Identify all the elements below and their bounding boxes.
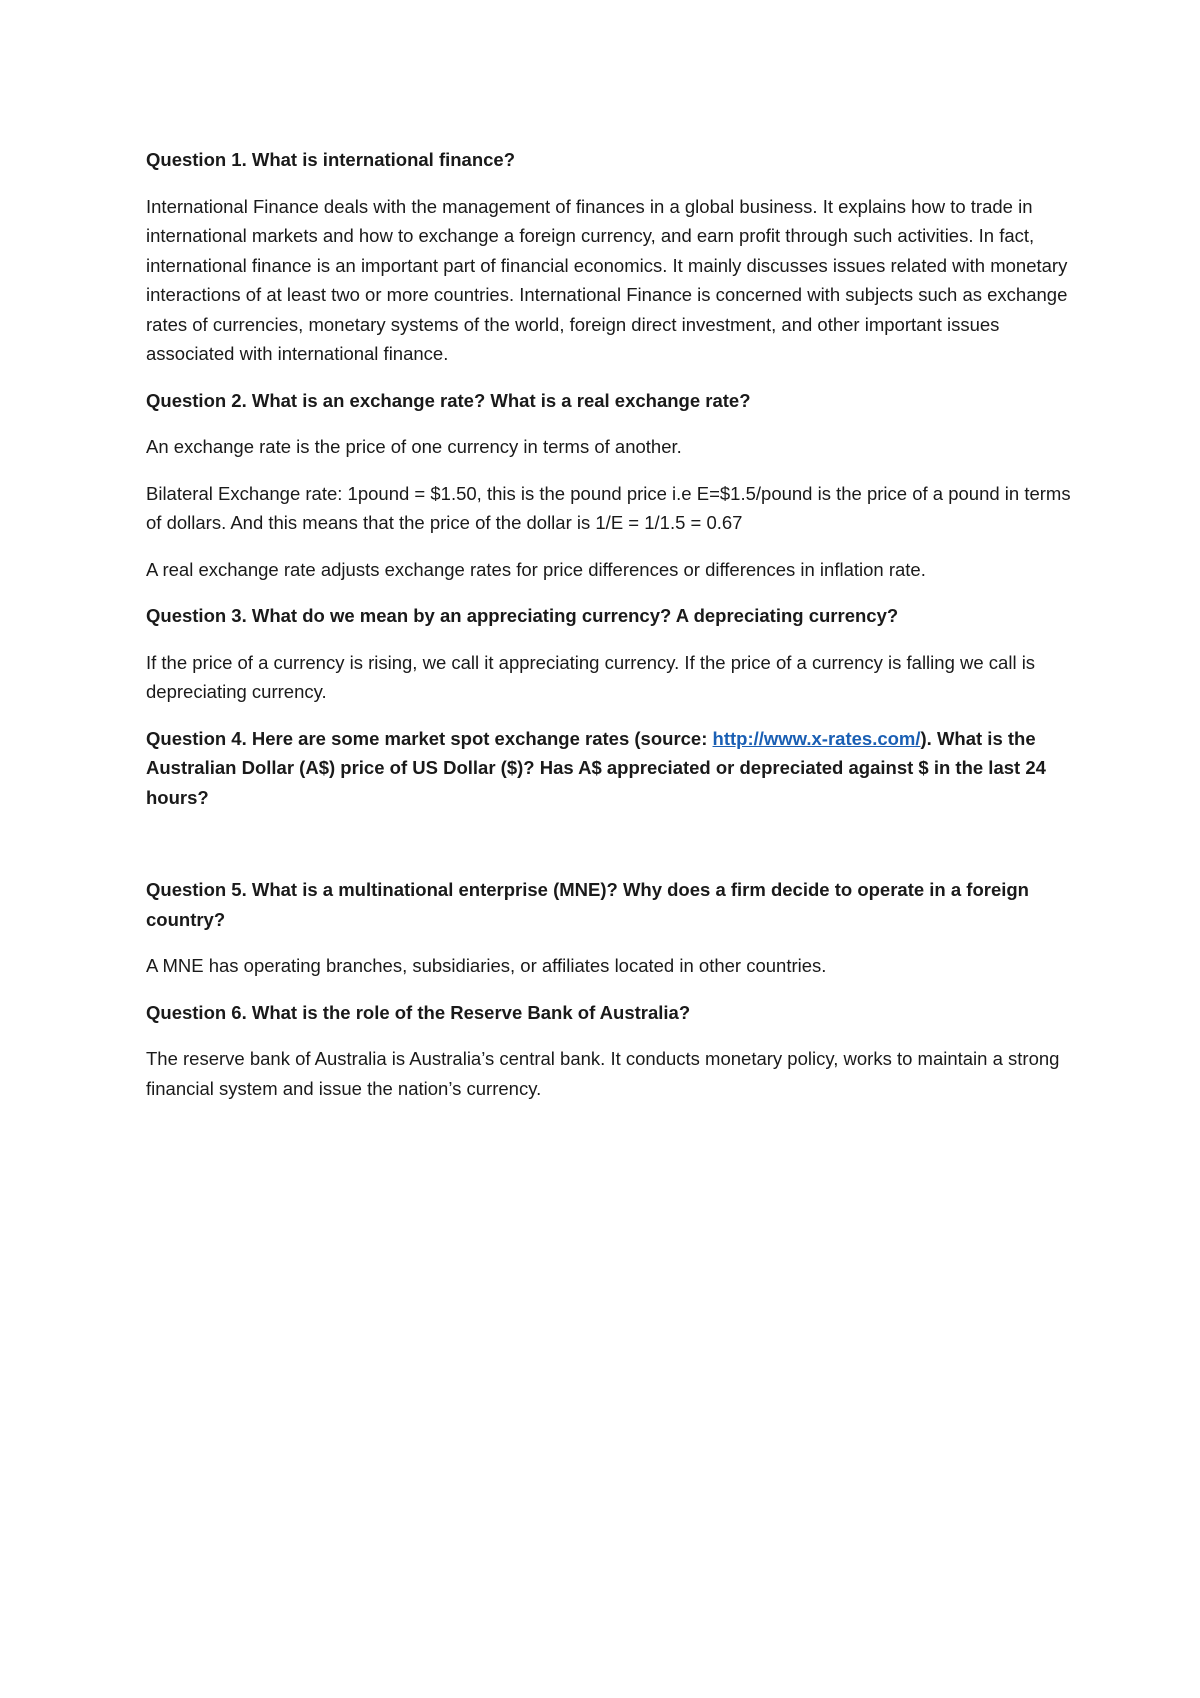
question-2-answer-bilateral: Bilateral Exchange rate: 1pound = $1.50, this is the pound price i.e E=$1.5/pound is the price of a pound in terms of dollars. And this means that the price of the dollar is 1/E = 1/1.5 = 0.67	[146, 482, 1071, 533]
question-2-answer-real-rate: A real exchange rate adjusts exchange rates for price differences or differences in inflation rate.	[146, 558, 926, 580]
question-2-heading: Question 2. What is an exchange rate? What is a real exchange rate?	[146, 389, 751, 411]
question-4-heading	[146, 724, 1076, 813]
question-3-answer: If the price of a currency is rising, we call it appreciating currency. If the price of a currency is falling we call is depreciating currency.	[146, 651, 1036, 702]
question-1-heading: Question 1. What is international finance?	[146, 149, 516, 170]
x-rates-link[interactable]: http://www.x-rates.com/	[712, 727, 921, 749]
question-2-answer-definition: An exchange rate is the price of one currency in terms of another.	[146, 436, 682, 457]
question-6-heading: Question 6. What is the role of the Reserve Bank of Australia?	[146, 1001, 691, 1023]
question-3-heading: Question 3. What do we mean by an appreciating currency? A depreciating currency?	[146, 605, 899, 626]
document-body	[146, 145, 1076, 1120]
question-4-text-before-link: Question 4. Here are some market spot exchange rates (source:	[146, 727, 713, 749]
blank-spacer	[146, 829, 1076, 875]
question-1-answer: International Finance deals with the management of finances in a global business. It explains how to trade in international markets and how to exchange a foreign currency, and earn profit through such activities. In fact, international finance is an important part of financial economics. It mainly discusses issues related with monetary interactions of at least two or more countries. International Finance is concerned with subjects such as exchange rates of currencies, monetary systems of the world, foreign direct investment, and other important issues associated with international finance.	[146, 195, 1068, 364]
question-5-answer: A MNE has operating branches, subsidiaries, or affiliates located in other countries.	[146, 955, 827, 976]
question-4-text-after-link: ). What is the Australian Dollar (A$) price of US Dollar ($)? Has A$ appreciated or depreciated against $ in the last 24 hours?	[146, 727, 1046, 808]
question-5-heading: Question 5. What is a multinational enterprise (MNE)? Why does a firm decide to operate in a foreign country?	[146, 879, 1029, 930]
question-6-answer: The reserve bank of Australia is Australia’s central bank. It conducts monetary policy, works to maintain a strong financial system and issue the nation’s currency.	[146, 1048, 1060, 1099]
